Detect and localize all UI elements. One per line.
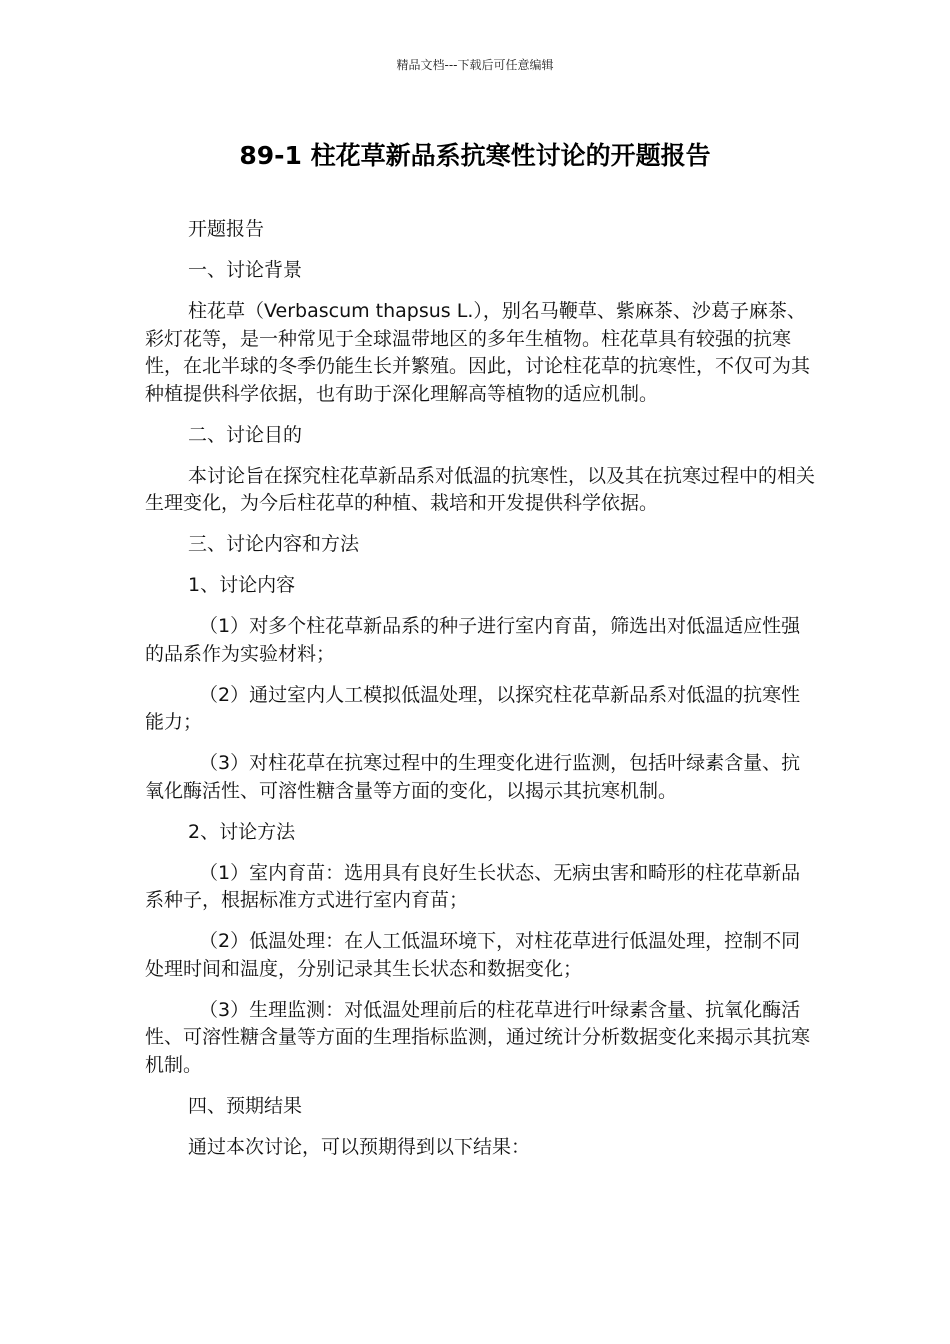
section-heading-expected-results: 四、预期结果 <box>188 1094 303 1117</box>
method-item-1: （1）室内育苗：选用具有良好生长状态、无病虫害和畸形的柱花草新品系种子，根据标准方式进行室内育苗； <box>145 861 801 911</box>
method-item-2: （2）低温处理：在人工低温环境下，对柱花草进行低温处理，控制不同处理时间和温度，分别记录其生长状态和数据变化； <box>145 930 801 980</box>
content-item-2: （2）通过室内人工模拟低温处理，以探究柱花草新品系对低温的抗寒性能力； <box>145 683 801 733</box>
paragraph-purpose: 本讨论旨在探究柱花草新品系对低温的抗寒性，以及其在抗寒过程中的相关生理变化，为今后柱花草的种植、栽培和开发提供科学依据。 <box>145 464 816 514</box>
subheading-methods: 2、讨论方法 <box>188 820 296 843</box>
section-heading-background: 一、讨论背景 <box>188 259 303 281</box>
section-heading-purpose: 二、讨论目的 <box>188 423 303 446</box>
subheading-content: 1、讨论内容 <box>188 574 296 596</box>
content-item-1: （1）对多个柱花草新品系的种子进行室内育苗，筛选出对低温适应性强的品系作为实验材料； <box>145 615 801 665</box>
document-title: 89-1 柱花草新品系抗寒性讨论的开题报告 <box>239 141 711 170</box>
paragraph-report-label: 开题报告 <box>188 218 265 240</box>
paragraph-background: 柱花草（Verbascum thapsus L.），别名马鞭草、紫麻茶、沙葛子麻茶、彩灯花等，是一种常见于全球温带地区的多年生植物。柱花草具有较强的抗寒性，在北半球的冬季仍能生长并繁殖。因此，讨论柱花草的抗寒性，不仅可为其种植提供科学依据，也有助于深化理解高等植物的适应机制。 <box>145 300 811 405</box>
section-heading-content-methods: 三、讨论内容和方法 <box>188 533 360 555</box>
page-header-note: 精品文档---下载后可任意编辑 <box>396 58 554 72</box>
content-item-3: （3）对柱花草在抗寒过程中的生理变化进行监测，包括叶绿素含量、抗氧化酶活性、可溶性糖含量等方面的变化，以揭示其抗寒机制。 <box>145 752 801 802</box>
paragraph-expected-results: 通过本次讨论，可以预期得到以下结果： <box>188 1135 531 1158</box>
method-item-3: （3）生理监测：对低温处理前后的柱花草进行叶绿素含量、抗氧化酶活性、可溶性糖含量等方面的生理指标监测，通过统计分析数据变化来揭示其抗寒机制。 <box>145 998 811 1076</box>
document-body <box>145 216 817 1175</box>
